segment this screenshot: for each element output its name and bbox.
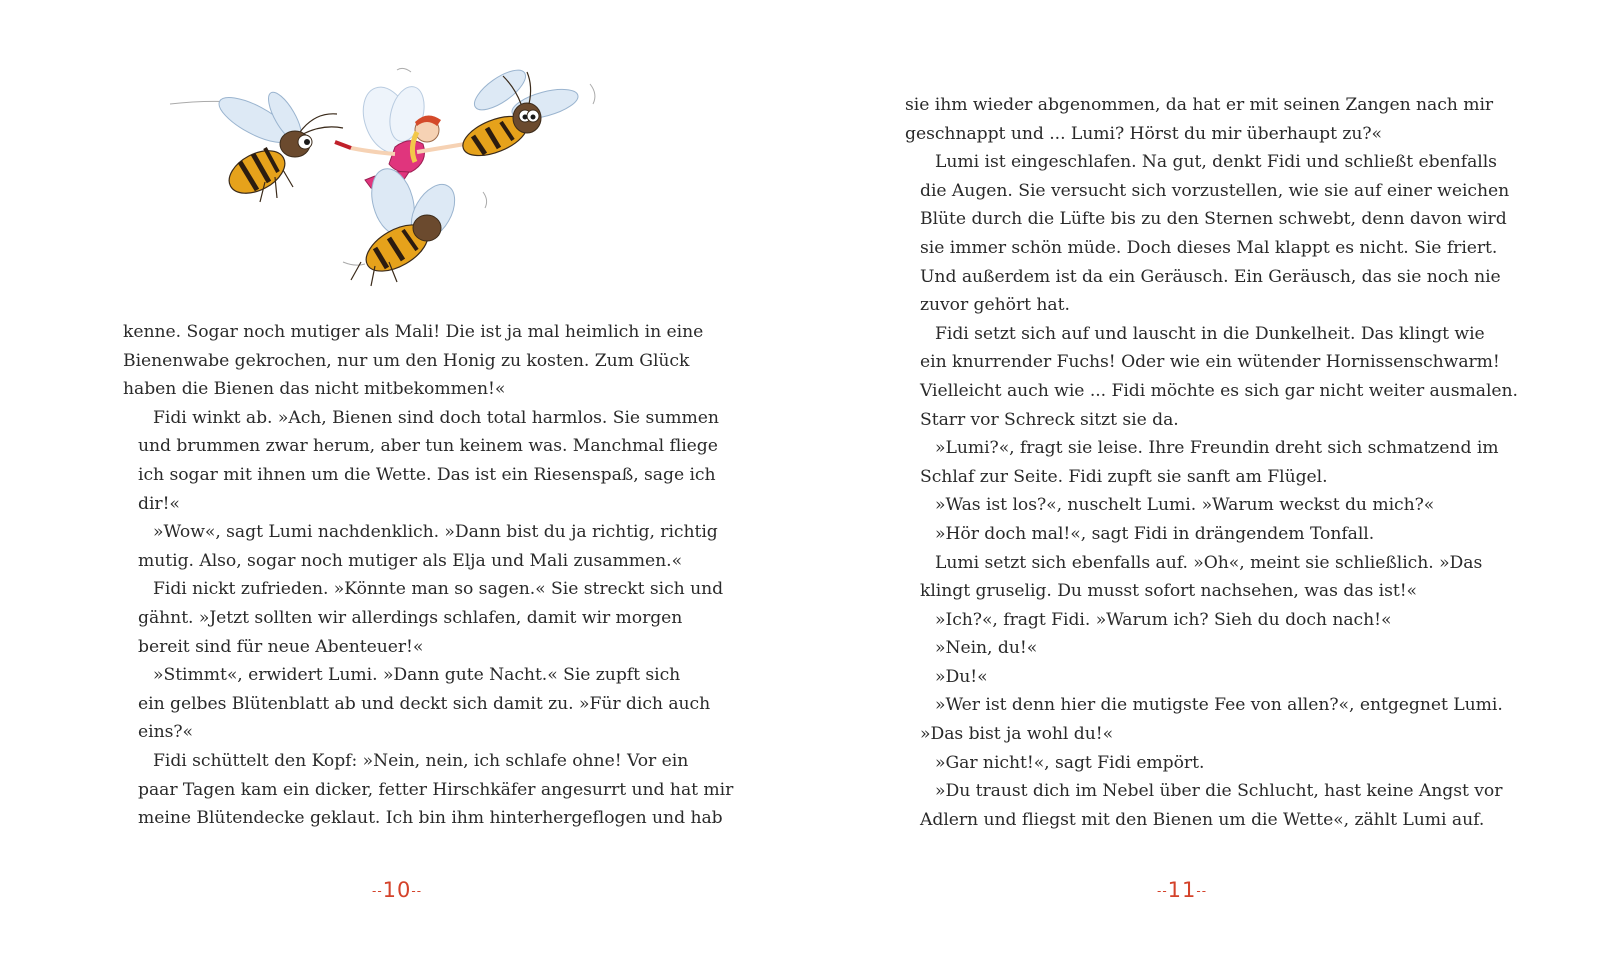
- text-line: »Nein, du!«: [935, 638, 1038, 659]
- paragraph: [905, 606, 1475, 635]
- text-line: »Wer ist denn hier die mutigste Fee von allen?«, entgegnet Lumi.: [935, 695, 1503, 716]
- paragraph: [905, 491, 1475, 520]
- paragraph: [905, 148, 1510, 320]
- text-line: Fidi schüttelt den Kopf: »Nein, nein, ich schlafe ohne! Vor ein: [153, 750, 689, 771]
- text-line: zuvor gehört hat.: [920, 295, 1070, 316]
- paragraph: [905, 434, 1499, 491]
- text-line: ein gelbes Blütenblatt ab und deckt sich damit zu. »Für dich auch: [138, 693, 711, 714]
- text-line: und brummen zwar herum, aber tun keinem was. Manchmal fliege: [138, 436, 718, 457]
- text-line: Lumi ist eingeschlafen. Na gut, denkt Fidi und schließt ebenfalls: [935, 152, 1497, 173]
- text-line: »Hör doch mal!«, sagt Fidi in drängendem Tonfall.: [935, 523, 1375, 544]
- paragraph: [905, 91, 1494, 148]
- text-line: kenne. Sogar noch mutiger als Mali! Die ist ja mal heimlich in eine: [123, 322, 704, 342]
- paragraph: [123, 518, 718, 575]
- text-line: bereit sind für neue Abenteuer!«: [138, 636, 424, 657]
- text-line: Fidi setzt sich auf und lauscht in die Dunkelheit. Das klingt wie: [935, 323, 1485, 344]
- text-line: Fidi nickt zufrieden. »Könnte man so sagen.« Sie streckt sich und: [153, 579, 724, 600]
- text-line: »Du!«: [935, 666, 988, 687]
- folio-dash: --: [372, 884, 383, 898]
- text-line: »Das bist ja wohl du!«: [920, 724, 1114, 745]
- bee-right: [457, 63, 580, 164]
- text-line: eins?«: [138, 722, 193, 743]
- text-line: »Lumi?«, fragt sie leise. Ihre Freundin dreht sich schmatzend im: [935, 438, 1499, 459]
- paragraph: [123, 404, 719, 518]
- folio-dash: --: [1157, 884, 1168, 898]
- paragraph: [123, 318, 704, 404]
- folio-dash: --: [411, 884, 423, 898]
- text-line: »Gar nicht!«, sagt Fidi empört.: [935, 752, 1205, 773]
- text-line: sie ihm wieder abgenommen, da hat er mit seinen Zangen nach mir: [905, 95, 1494, 115]
- text-line: sie immer schön müde. Doch dieses Mal klappt es nicht. Sie friert.: [920, 237, 1498, 258]
- page-number: [1157, 878, 1207, 902]
- text-line: Vielleicht auch wie ... Fidi möchte es sich gar nicht weiter ausmalen.: [920, 380, 1518, 401]
- text-line: Starr vor Schreck sitzt sie da.: [920, 409, 1179, 430]
- text-line: »Ich?«, fragt Fidi. »Warum ich? Sieh du doch nach!«: [935, 609, 1392, 630]
- text-line: »Wow«, sagt Lumi nachdenklich. »Dann bist du ja richtig, richtig: [153, 522, 718, 543]
- text-line: dir!«: [138, 493, 180, 514]
- text-line: Schlaf zur Seite. Fidi zupft sie sanft am Flügel.: [920, 466, 1328, 487]
- paragraph: [123, 661, 711, 747]
- text-line: ein knurrender Fuchs! Oder wie ein wütender Hornissenschwarm!: [920, 352, 1500, 373]
- page-number-value: 10: [382, 878, 412, 902]
- right-page-text: [905, 91, 1518, 834]
- paragraph: [905, 691, 1503, 748]
- text-line: »Du traust dich im Nebel über die Schlucht, hast keine Angst vor: [935, 781, 1503, 802]
- paragraph: [905, 634, 1475, 663]
- page-number-value: 11: [1167, 878, 1197, 902]
- paragraph: [905, 749, 1475, 778]
- text-line: gähnt. »Jetzt sollten wir allerdings schlafen, damit wir morgen: [138, 607, 683, 628]
- text-line: Und außerdem ist da ein Geräusch. Ein Geräusch, das sie noch nie: [920, 266, 1501, 287]
- paragraph: [905, 320, 1518, 434]
- paragraph: [123, 747, 734, 833]
- paragraph: [905, 777, 1503, 834]
- paragraph: [123, 575, 724, 661]
- text-line: Blüte durch die Lüfte bis zu den Sternen schwebt, denn davon wird: [920, 209, 1507, 230]
- left-page-text: [123, 318, 734, 833]
- paragraph: [905, 549, 1483, 606]
- text-line: klingt gruselig. Du musst sofort nachsehen, was das ist!«: [920, 581, 1418, 602]
- text-line: »Was ist los?«, nuschelt Lumi. »Warum weckst du mich?«: [935, 495, 1435, 516]
- text-line: haben die Bienen das nicht mitbekommen!«: [123, 379, 506, 400]
- text-line: geschnappt und ... Lumi? Hörst du mir überhaupt zu?«: [905, 123, 1383, 144]
- text-line: meine Blütendecke geklaut. Ich bin ihm hinterhergeflogen und hab: [138, 808, 723, 829]
- paragraph: [905, 520, 1475, 549]
- folio-dash: --: [1196, 884, 1208, 898]
- text-line: die Augen. Sie versucht sich vorzustellen, wie sie auf einer weichen: [920, 180, 1510, 201]
- right-page: [800, 0, 1600, 974]
- text-line: mutig. Also, sogar noch mutiger als Elja und Mali zusammen.«: [138, 550, 683, 571]
- bee-left: [213, 88, 343, 202]
- bees-and-fairy-illustration: [165, 62, 615, 292]
- page-number: [372, 878, 422, 902]
- text-line: »Stimmt«, erwidert Lumi. »Dann gute Nacht.« Sie zupft sich: [153, 665, 681, 686]
- text-line: Bienenwabe gekrochen, nur um den Honig zu kosten. Zum Glück: [123, 350, 690, 371]
- text-line: Fidi winkt ab. »Ach, Bienen sind doch total harmlos. Sie summen: [153, 407, 719, 428]
- text-line: Lumi setzt sich ebenfalls auf. »Oh«, meint sie schließlich. »Das: [935, 552, 1483, 573]
- text-line: Adlern und fliegst mit den Bienen um die Wette«, zählt Lumi auf.: [920, 809, 1485, 830]
- text-line: paar Tagen kam ein dicker, fetter Hirschkäfer angesurrt und hat mir: [138, 779, 734, 800]
- paragraph: [905, 663, 1475, 692]
- text-line: ich sogar mit ihnen um die Wette. Das ist ein Riesenspaß, sage ich: [138, 464, 716, 485]
